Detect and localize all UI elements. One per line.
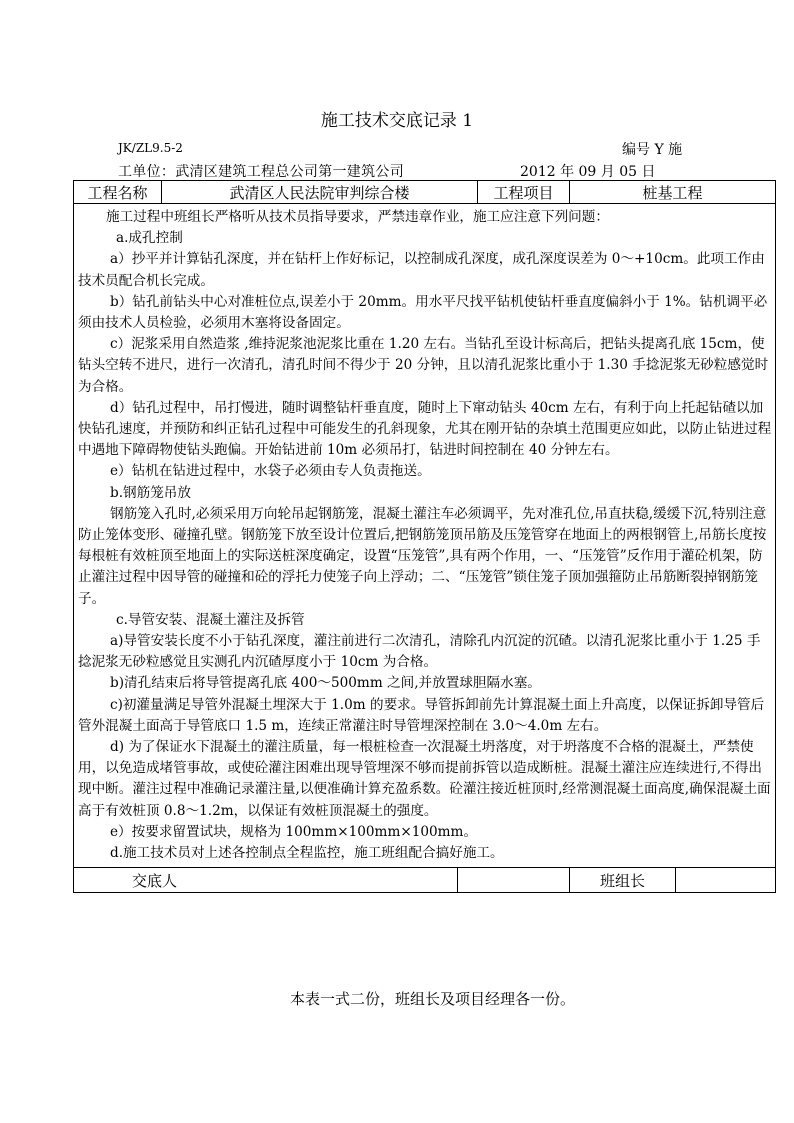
project-name-label: 工程名称 [74,181,162,204]
disclosure-table [73,180,776,893]
intro-paragraph: 施工过程中班组长严格听从技术员指导要求，严禁违章作业，施工应注意下列问题： [106,209,609,225]
handover-person-label: 交底人 [74,868,458,893]
section-a-title: a.成孔控制 [116,230,183,247]
project-item-label: 工程项目 [478,181,570,204]
paragraph-c5: e）按要求留置试块，规格为 100mm×100mm×100mm。 [110,823,478,840]
team-leader-label: 班组长 [570,868,676,893]
project-name-value: 武清区人民法院审判综合楼 [162,181,478,204]
document-title: 施工技术交底记录 1 [320,111,474,131]
paragraph-a1: a）抄平并计算钻孔深度，并在钻杆上作好标记，以控制成孔深度，成孔深度误差为 0～+10cm。此项工作由技术员配合机长完成。 [78,251,765,289]
paragraph-c2: b)清孔结束后将导管提离孔底 400～500mm 之间,并放置球胆隔水塞。 [110,675,541,692]
paragraph-c4: d) 为了保证水下混凝土的灌注质量，每一根桩检查一次混凝土坍落度，对于坍落度不合格的混凝土，严禁使用，以免造成堵管事故，或使砼灌注困难出现导管埋深不够而提前拆管以造成断桩。混凝土灌注应连续进行,不得出现中断。灌注过程中准确记录灌注量,以便准确计算充盈系数。砼灌注接近桩顶时,经常测混凝土面高度,确保混凝土面高于有效桩顶 0.8～1.2m，以保证有效桩顶混凝土的强度。 [78,739,771,819]
paragraph-a5: e）钻机在钻进过程中，水袋子必须由专人负责拖送。 [110,463,431,480]
paragraph-a3: c）泥浆采用自然造浆 ,维持泥浆池泥浆比重在 1.20 左右。当钻孔至设计标高后，把钻头提离孔底 15cm，使钻头空转不进尺，进行一次清孔，清孔时间不得少于 20 分钟，且以清孔泥浆比重小于 1.30 手捻泥浆无砂粒感觉时为合格。 [78,336,769,395]
footer-note: 本表一式二份，班组长及项目经理各一份。 [290,990,576,1008]
project-header-row [74,181,776,204]
project-item-value: 桩基工程 [570,181,776,204]
construction-unit: 工单位：武清区建筑工程总公司第一建筑公司 [118,164,404,180]
team-leader-signature[interactable] [676,868,776,893]
paragraph-d: d.施工技术员对上述各控制点全程监控，施工班组配合搞好施工。 [110,845,504,862]
disclosure-content [74,204,776,868]
paragraph-a2: b）钻孔前钻头中心对准桩位点,误差小于 20mm。用水平尺找平钻机使钻杆垂直度偏斜小于 1%。钻机调平必须由技术人员检验，必须用木塞将设备固定。 [78,293,768,332]
handover-person-signature[interactable] [458,868,570,893]
serial-number: 编号 Y 施 [622,142,683,158]
content-row [74,204,776,868]
paragraph-a4: d）钻孔过程中，吊打慢进，随时调整钻杆垂直度，随时上下窜动钻头 40cm 左右，有利于向上托起钻碴以加快钻孔速度，并预防和纠正钻孔过程中可能发生的孔斜现象，尤其在刚开钻的杂填土范围更应如此，以防止钻进过程中遇地下障碍物使钻头跑偏。开始钻进前 10m 必须吊打，钻进时间控制在 40 分钟左右。 [78,399,772,459]
form-code: JK/ZL9.5-2 [118,141,183,155]
paragraph-b1: 钢筋笼入孔时,必须采用万向轮吊起钢筋笼，混凝土灌注车必须调平，先对准孔位,吊直扶稳,缓缓下沉,特别注意防止笼体变形、碰撞孔壁。钢筋笼下放至设计位置后,把钢筋笼顶吊筋及压笼管穿在地面上的两根钢管上,吊筋长度按每根桩有效桩顶至地面上的实际送桩深度确定，设置“压笼管”,具有两个作用，一、“压笼管”反作用于灌砼机架，防止灌注过程中因导管的碰撞和砼的浮托力使笼子向上浮动；二、“压笼管”锁住笼子顶加强箍防止吊筋断裂掉钢筋笼子。 [78,505,767,607]
signature-row [74,868,776,893]
document-date: 2012 年 09 月 05 日 [520,164,656,180]
paragraph-c1: a)导管安装长度不小于钻孔深度，灌注前进行二次清孔，清除孔内沉淀的沉碴。以清孔泥浆比重小于 1.25 手捻泥浆无砂粒感觉且实测孔内沉碴厚度小于 10cm 为合格。 [78,633,761,671]
paragraph-c3: c)初灌量满足导管外混凝土埋深大于 1.0m 的要求。导管拆卸前先计算混凝土面上升高度，以保证拆卸导管后管外混凝土面高于导管底口 1.5 m，连续正常灌注时导管埋深控制在 3.0～4.0m 左右。 [78,696,765,734]
section-b-title: b.钢筋笼吊放 [110,484,191,501]
section-c-title: c.导管安装、混凝土灌注及拆管 [116,611,305,628]
